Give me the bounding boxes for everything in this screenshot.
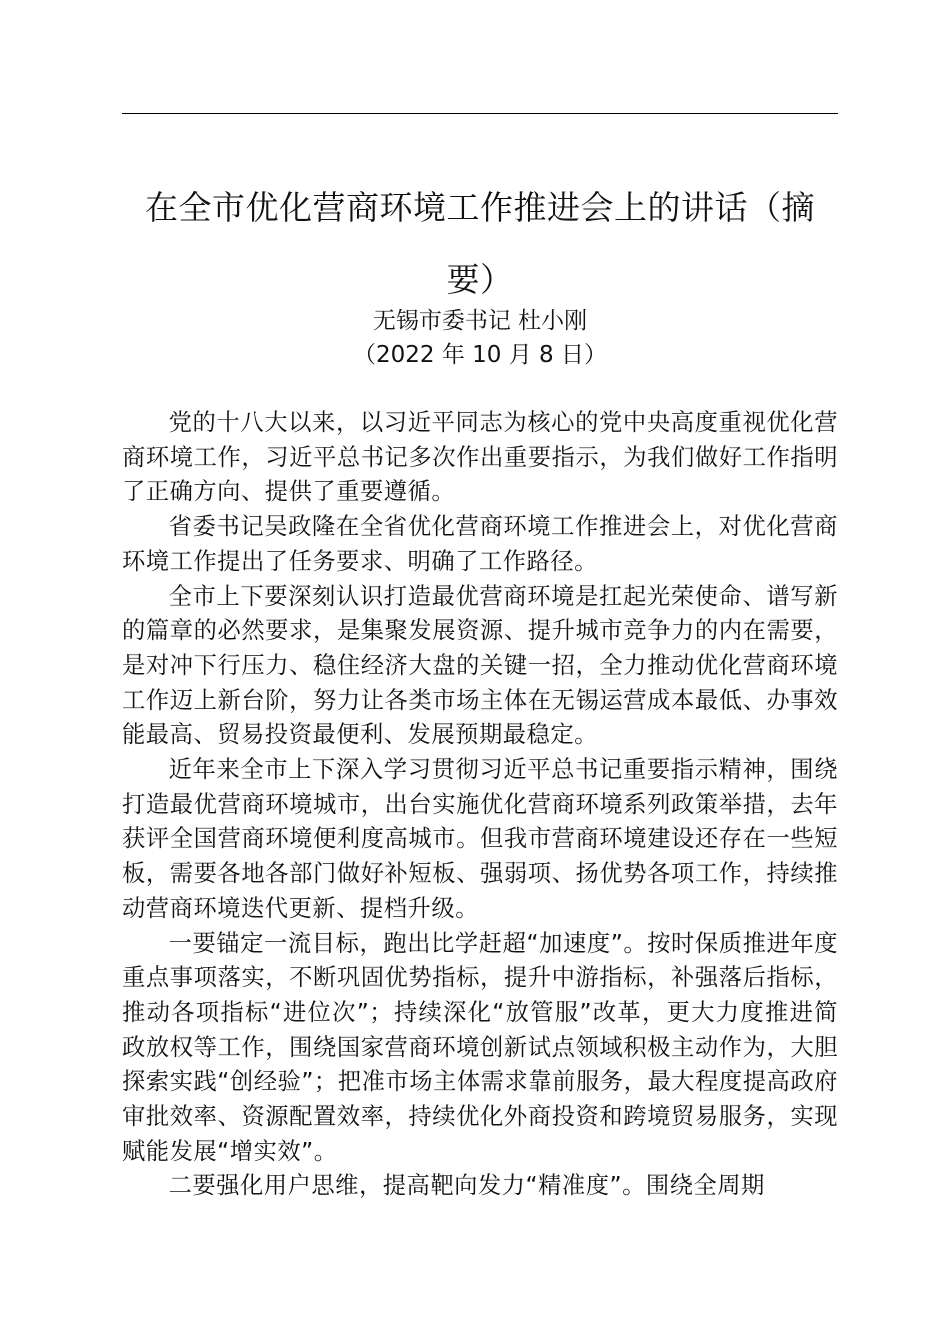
document-author: 无锡市委书记 杜小刚 (372, 308, 588, 334)
document-date: （2022 年 10 月 8 日） (353, 342, 607, 368)
paragraph-2: 省委书记吴政隆在全省优化营商环境工作推进会上，对优化营商环境工作提出了任务要求、明确了工作路径。 (122, 513, 838, 575)
paragraph-1: 党的十八大以来，以习近平同志为核心的党中央高度重视优化营商环境工作，习近平总书记多次作出重要指示，为我们做好工作指明了正确方向、提供了重要遵循。 (122, 409, 838, 506)
paragraph-4: 近年来全市上下深入学习贯彻习近平总书记重要指示精神，围绕打造最优营商环境城市，出台实施优化营商环境系列政策举措，去年获评全国营商环境便利度高城市。但我市营商环境建设还存在一些短板，需要各地各部门做好补短板、强弱项、扬优势各项工作，持续推动营商环境迭代更新、提档升级。 (122, 756, 838, 922)
document-body (122, 406, 838, 1204)
document-title: 在全市优化营商环境工作推进会上的讲话（摘要） (145, 188, 815, 299)
paragraph-6: 二要强化用户思维，提高靶向发力“精准度”。围绕全周期 (168, 1172, 765, 1200)
paragraph-3: 全市上下要深刻认识打造最优营商环境是扛起光荣使命、谱写新的篇章的必然要求，是集聚发展资源、提升城市竞争力的内在需要，是对冲下行压力、稳住经济大盘的关键一招，全力推动优化营商环境工作迈上新台阶，努力让各类市场主体在无锡运营成本最低、办事效能最高、贸易投资最便利、发展预期最稳定。 (122, 582, 838, 749)
paragraph-5: 一要锚定一流目标，跑出比学赶超“加速度”。按时保质推进年度重点事项落实，不断巩固优势指标，提升中游指标，补强落后指标，推动各项指标“进位次”；持续深化“放管服”改革，更大力度推进简政放权等工作，围绕国家营商环境创新试点领域积极主动作为，大胆探索实践“创经验”；把准市场主体需求靠前服务，最大程度提高政府审批效率、资源配置效率，持续优化外商投资和跨境贸易服务，实现赋能发展“增实效”。 (122, 929, 838, 1165)
header-rule (122, 113, 838, 114)
